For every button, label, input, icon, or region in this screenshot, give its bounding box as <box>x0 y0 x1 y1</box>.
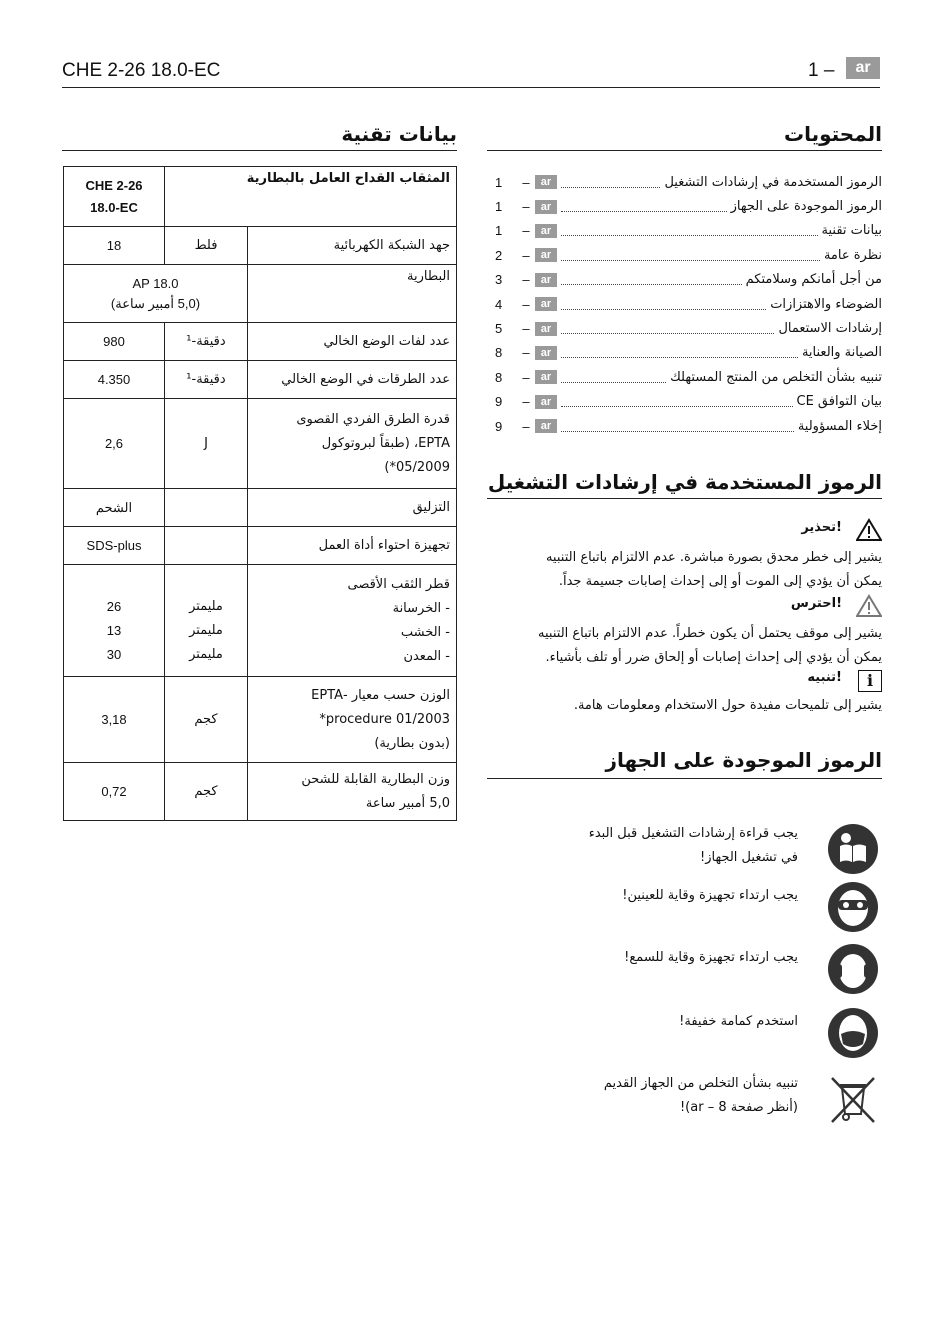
toc-item[interactable] <box>487 414 882 438</box>
spec-unit: كجم <box>165 677 248 763</box>
toc-dash: – <box>522 418 530 434</box>
toc-item-title: نظرة عامة <box>823 247 882 263</box>
caution-text-line: يمكن أن يؤدي إلى إحداث إصابات أو إلحاق ضرر أو تلف بأشياء. <box>545 650 882 665</box>
toc-item[interactable] <box>487 243 882 267</box>
device-symbol-row <box>500 1072 880 1126</box>
toc-language-badge: ar <box>535 370 557 384</box>
spec-label: عدد الطرقات في الوضع الخالي <box>248 361 457 399</box>
toc-item-title: بيانات تقنية <box>821 223 882 239</box>
toc-dash: – <box>522 247 530 263</box>
spec-value <box>64 565 165 677</box>
spec-sub-label: - المعدن <box>403 648 450 664</box>
spec-label-line: 5,0 أمبير ساعة <box>365 795 450 811</box>
toc-language-badge: ar <box>535 224 557 238</box>
spec-label <box>248 677 457 763</box>
spec-label <box>248 763 457 821</box>
spec-sub-unit: مليمتر <box>189 622 223 638</box>
table-row <box>64 265 457 323</box>
info-icon: i <box>858 670 882 692</box>
danger-label-text: !تحذير <box>801 520 842 535</box>
device-symbol-text-line: يجب ارتداء تجهيزة وقاية للسمع! <box>624 950 798 965</box>
toc-item[interactable] <box>487 268 882 292</box>
toc-language-badge: ar <box>535 395 557 409</box>
spec-label-line: (بدون بطارية) <box>374 735 450 751</box>
toc-language-badge: ar <box>535 273 557 287</box>
spec-label-line: 05/2009*) <box>384 459 450 475</box>
caution-text-line: يشير إلى موقف يحتمل أن يكون خطراً. عدم الالتزام باتباع التنبيه <box>538 626 882 641</box>
note-text-line: يشير إلى تلميحات مفيدة حول الاستخدام ومعلومات هامة. <box>573 698 882 713</box>
toc-dash: – <box>522 223 530 239</box>
toc-page-number: 1 <box>495 199 503 215</box>
model-value-line-2: 18.0-EC <box>90 199 138 215</box>
toc-item-title: الرموز المستخدمة في إرشادات التشغيل <box>664 174 882 190</box>
table-row <box>64 227 457 265</box>
toc-item-title: إخلاء المسؤولية <box>797 418 882 434</box>
toc-leader-dots <box>561 299 766 310</box>
note-label <box>760 670 842 685</box>
manual-symbols-title: الرموز المستخدمة في إرشادات التشغيل <box>487 470 882 494</box>
toc-page-number: 4 <box>495 296 503 312</box>
toc-language-badge: ar <box>535 248 557 262</box>
spec-label: عدد لفات الوضع الخالي <box>248 323 457 361</box>
table-row <box>64 489 457 527</box>
ear-protection-icon <box>826 942 880 996</box>
spec-label-line: الوزن حسب معيار -EPTA <box>311 687 450 703</box>
spec-label <box>248 399 457 489</box>
spec-value: 4.350 <box>64 361 165 399</box>
toc-item[interactable] <box>487 341 882 365</box>
page-number: 1 – <box>808 60 835 81</box>
toc-page-number: 9 <box>495 394 503 410</box>
battery-value-line-1: AP 18.0 <box>132 275 179 291</box>
toc-page-number: 2 <box>495 247 503 263</box>
spec-value: 18 <box>64 227 165 265</box>
toc-page-number: 8 <box>495 369 503 385</box>
toc-item[interactable] <box>487 292 882 316</box>
note-text <box>490 694 882 718</box>
read-manual-icon <box>826 822 880 876</box>
toc-dash: – <box>522 272 530 288</box>
table-row <box>64 167 457 227</box>
spec-value <box>64 265 248 323</box>
battery-value-line-2: (5,0 أمبير ساعة) <box>110 295 201 311</box>
spec-unit <box>165 565 248 677</box>
specs-title: بيانات تقنية <box>341 122 457 146</box>
toc-leader-dots <box>561 323 774 334</box>
spec-label-line: procedure 01/2003* <box>319 711 450 727</box>
danger-label <box>760 520 842 535</box>
toc-dash: – <box>522 174 530 190</box>
table-of-contents <box>487 170 882 438</box>
warning-triangle-icon <box>856 518 882 542</box>
toc-dash: – <box>522 199 530 215</box>
device-symbol-row <box>500 942 880 996</box>
toc-language-badge: ar <box>535 200 557 214</box>
spec-label: المثقاب القداح العامل بالبطارية <box>165 167 457 227</box>
toc-leader-dots <box>561 225 818 236</box>
spec-sub-label: - الخرسانة <box>392 600 450 616</box>
device-symbol-row <box>500 822 880 876</box>
device-symbol-row <box>500 880 880 934</box>
toc-title-rule <box>487 150 882 151</box>
toc-leader-dots <box>561 347 798 358</box>
toc-dash: – <box>522 296 530 312</box>
toc-item[interactable] <box>487 219 882 243</box>
toc-leader-dots <box>561 274 742 285</box>
spec-unit <box>165 489 248 527</box>
toc-leader-dots <box>561 421 794 432</box>
toc-leader-dots <box>561 177 660 188</box>
table-row <box>64 361 457 399</box>
toc-page-number: 1 <box>495 223 503 239</box>
specs-table <box>63 166 457 821</box>
device-symbol-text <box>500 1006 826 1034</box>
toc-language-badge: ar <box>535 419 557 433</box>
device-symbol-text <box>500 942 826 970</box>
caution-text <box>490 622 882 670</box>
toc-item[interactable] <box>487 390 882 414</box>
toc-page-number: 3 <box>495 272 503 288</box>
spec-sub-value: 30 <box>106 646 122 662</box>
spec-unit: دقيقة-¹ <box>165 361 248 399</box>
spec-label: التزليق <box>248 489 457 527</box>
danger-text-line: يمكن أن يؤدي إلى الموت أو إلى إحداث إصابات جسيمة جداً. <box>558 574 882 589</box>
toc-dash: – <box>522 394 530 410</box>
spec-label-line: وزن البطارية القابلة للشحن <box>301 771 450 787</box>
spec-value: 3,18 <box>64 677 165 763</box>
spec-value: 2,6 <box>64 399 165 489</box>
toc-leader-dots <box>561 396 793 407</box>
caution-triangle-icon <box>856 594 882 618</box>
spec-unit: دقيقة-¹ <box>165 323 248 361</box>
device-symbol-text-line: استخدم كمامة خفيفة! <box>679 1014 798 1029</box>
spec-label-line: قدرة الطرق الفردي القصوى <box>296 411 450 427</box>
spec-sub-label: - الخشب <box>400 624 450 640</box>
spec-unit: كجم <box>165 763 248 821</box>
toc-language-badge: ar <box>535 297 557 311</box>
spec-value <box>64 167 165 227</box>
toc-item-title: تنبيه بشأن التخلص من المنتج المستهلك <box>670 369 882 385</box>
toc-item-title: من أجل أمانكم وسلامتكم <box>745 272 882 288</box>
device-symbol-text <box>500 822 826 870</box>
table-row <box>64 677 457 763</box>
toc-leader-dots <box>561 372 666 383</box>
spec-value: الشحم <box>64 489 165 527</box>
toc-item[interactable] <box>487 316 882 340</box>
spec-value: 980 <box>64 323 165 361</box>
spec-unit: J <box>165 399 248 489</box>
toc-page-number: 9 <box>495 418 503 434</box>
toc-dash: – <box>522 345 530 361</box>
spec-sub-value: 26 <box>106 598 122 614</box>
device-symbol-text-line: (أنظر صفحة ar – 8)! <box>679 1100 798 1115</box>
spec-sub-unit: مليمتر <box>189 646 223 662</box>
spec-label: جهد الشبكة الكهربائية <box>248 227 457 265</box>
device-symbol-text <box>500 880 826 908</box>
spec-sub-unit: مليمتر <box>189 598 223 614</box>
toc-language-badge: ar <box>535 322 557 336</box>
table-row <box>64 565 457 677</box>
manual-symbols-rule <box>487 498 882 499</box>
spec-sub-value: 13 <box>106 622 122 638</box>
danger-text <box>490 546 882 594</box>
toc-leader-dots <box>561 201 727 212</box>
table-row <box>64 527 457 565</box>
language-badge: ar <box>846 57 880 79</box>
device-symbol-text <box>500 1072 826 1120</box>
document-model: CHE 2-26 18.0-EC <box>62 60 221 81</box>
device-symbol-row <box>500 1006 880 1060</box>
device-symbols-rule <box>487 778 882 779</box>
spec-value: 0,72 <box>64 763 165 821</box>
caution-label-text: !احترس <box>790 596 842 611</box>
spec-label-line: قطر الثقب الأقصى <box>347 576 450 592</box>
toc-title: المحتويات <box>783 122 882 146</box>
device-symbols-title: الرموز الموجودة على الجهاز <box>605 748 882 772</box>
toc-dash: – <box>522 321 530 337</box>
caution-label <box>760 596 842 611</box>
toc-leader-dots <box>561 250 820 261</box>
toc-page-number: 1 <box>495 174 503 190</box>
toc-language-badge: ar <box>535 346 557 360</box>
toc-language-badge: ar <box>535 175 557 189</box>
toc-item-title: الضوضاء والاهتزازات <box>770 296 882 312</box>
table-row <box>64 323 457 361</box>
spec-label: البطارية <box>248 265 457 323</box>
device-symbol-text-line: في تشغيل الجهاز! <box>700 850 798 865</box>
mask-icon <box>826 1006 880 1060</box>
note-label-text: !تنبيه <box>807 670 842 685</box>
spec-label <box>248 565 457 677</box>
danger-text-line: يشير إلى خطر محدق بصورة مباشرة. عدم الالتزام باتباع التنبيه <box>545 550 882 565</box>
spec-label-line: EPTA، (طبقاً لبروتوكول <box>321 435 450 451</box>
toc-page-number: 8 <box>495 345 503 361</box>
toc-item[interactable] <box>487 365 882 389</box>
device-symbol-text-line: تنبيه بشأن التخلص من الجهاز القديم <box>603 1076 798 1091</box>
specs-title-rule <box>62 150 457 151</box>
toc-item[interactable] <box>487 194 882 218</box>
spec-unit: فلط <box>165 227 248 265</box>
header-rule <box>62 87 880 88</box>
device-symbol-text-line: يجب قراءة إرشادات التشغيل قبل البدء <box>588 826 798 841</box>
toc-item-title: الصيانة والعناية <box>801 345 882 361</box>
toc-item-title: بيان التوافق CE <box>796 394 882 410</box>
eye-protection-icon <box>826 880 880 934</box>
table-row <box>64 763 457 821</box>
toc-item-title: الرموز الموجودة على الجهاز <box>730 199 882 215</box>
toc-dash: – <box>522 369 530 385</box>
spec-label: تجهيزة احتواء أداة العمل <box>248 527 457 565</box>
device-symbol-text-line: يجب ارتداء تجهيزة وقاية للعينين! <box>622 888 798 903</box>
weee-bin-icon <box>826 1072 880 1126</box>
model-value-line-1: CHE 2-26 <box>85 177 143 193</box>
toc-item-title: إرشادات الاستعمال <box>778 321 882 337</box>
toc-item[interactable] <box>487 170 882 194</box>
spec-value: SDS-plus <box>64 527 165 565</box>
spec-unit <box>165 527 248 565</box>
table-row <box>64 399 457 489</box>
toc-page-number: 5 <box>495 321 503 337</box>
